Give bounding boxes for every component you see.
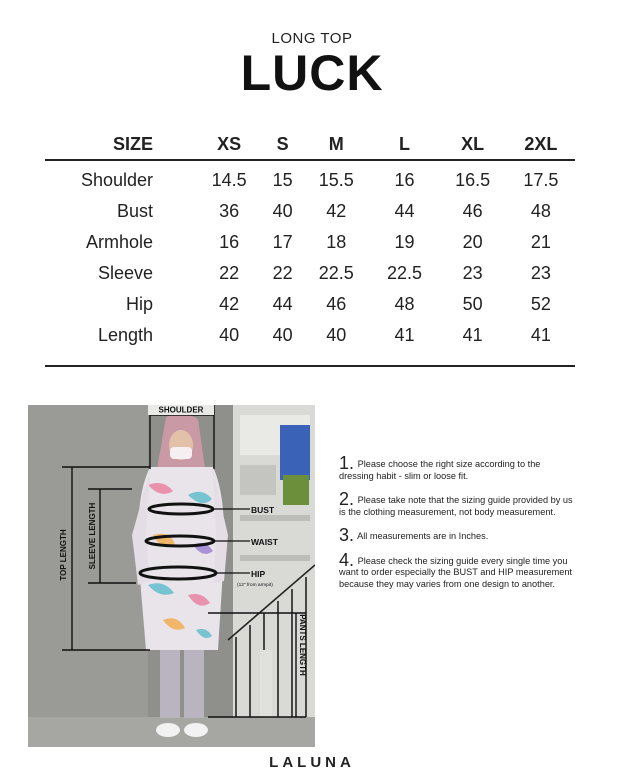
shoulder-label: SHOULDER <box>158 405 204 415</box>
table-cell: 23 <box>530 263 551 283</box>
note-item <box>339 453 575 482</box>
table-cell: 42 <box>326 201 347 221</box>
table-cell: 50 <box>462 294 483 314</box>
hip-note-label: (12" from armpit) <box>237 583 273 588</box>
size-header-s: S <box>263 130 302 160</box>
table-cell: 17.5 <box>523 170 559 190</box>
note-item <box>339 489 575 518</box>
size-chart-table <box>45 130 575 367</box>
table-cell: 44 <box>272 294 293 314</box>
size-header-xs: XS <box>195 130 263 160</box>
table-cell: 15.5 <box>318 170 354 190</box>
row-label: Bust <box>116 201 153 221</box>
brand-logo: LALUNA <box>269 754 355 771</box>
pants-length-label: PANTS LENGTH <box>298 614 307 676</box>
table-cell: 48 <box>530 201 551 221</box>
product-subtitle: LONG TOP <box>271 30 353 47</box>
table-row <box>45 160 575 196</box>
size-header-xl: XL <box>439 130 507 160</box>
table-cell: 41 <box>439 320 507 366</box>
table-cell: 16 <box>219 232 240 252</box>
note-item <box>339 525 575 545</box>
table-cell: 19 <box>394 232 415 252</box>
table-row <box>45 258 575 289</box>
table-row <box>45 227 575 258</box>
table-cell: 44 <box>394 201 415 221</box>
note-text: Please take note that the sizing guide provided by us is the clothing measurement, not body measurement. <box>339 495 573 517</box>
size-header-2xl: 2XL <box>507 130 575 160</box>
row-label: Hip <box>125 294 153 314</box>
table-cell: 40 <box>195 320 263 366</box>
product-title: LUCK <box>240 45 384 101</box>
table-cell: 48 <box>394 294 415 314</box>
measurement-illustration <box>28 405 315 747</box>
model-measurement-photo <box>28 405 315 747</box>
table-cell: 14.5 <box>211 170 247 190</box>
table-cell: 41 <box>370 320 438 366</box>
note-text: Please check the sizing guide every single time you want to order especially the BUST and HIP measurement because they may varies from one design to another. <box>339 555 573 589</box>
table-cell: 52 <box>530 294 551 314</box>
table-cell: 40 <box>263 320 302 366</box>
table-cell: 40 <box>272 201 293 221</box>
table-cell: 21 <box>530 232 551 252</box>
table-cell: 23 <box>462 263 483 283</box>
table-cell: 22.5 <box>386 263 422 283</box>
sizing-notes <box>339 453 575 602</box>
table-row <box>45 289 575 320</box>
waist-label: WAIST <box>251 537 278 547</box>
row-label: Length <box>45 320 195 366</box>
note-number: 2. <box>339 489 355 509</box>
note-item <box>339 549 575 591</box>
size-header-label: SIZE <box>45 130 195 160</box>
table-row <box>45 320 575 366</box>
hip-label: HIP <box>251 569 266 579</box>
row-label: Shoulder <box>80 170 153 190</box>
table-cell: 36 <box>219 201 240 221</box>
size-header-row <box>45 130 575 160</box>
size-header-m: M <box>302 130 370 160</box>
note-text: Please choose the right size according to the dressing habit - slim or loose fit. <box>339 459 541 481</box>
note-number: 4. <box>339 549 355 570</box>
table-cell: 22 <box>272 263 293 283</box>
row-label: Armhole <box>85 232 153 252</box>
row-label: Sleeve <box>97 263 153 283</box>
sleeve-length-label: SLEEVE LENGTH <box>88 502 97 570</box>
note-number: 3. <box>339 525 355 545</box>
table-cell: 16.5 <box>455 170 491 190</box>
table-cell: 17 <box>272 232 293 252</box>
table-cell: 22.5 <box>318 263 354 283</box>
table-cell: 46 <box>462 201 483 221</box>
size-header-l: L <box>370 130 438 160</box>
table-cell: 15 <box>272 170 293 190</box>
note-text: All measurements are in Inches. <box>357 531 489 541</box>
top-length-label: TOP LENGTH <box>59 529 68 581</box>
table-cell: 22 <box>219 263 240 283</box>
bust-label: BUST <box>251 505 275 515</box>
table-cell: 41 <box>507 320 575 366</box>
table-row <box>45 196 575 227</box>
table-cell: 42 <box>219 294 240 314</box>
note-number: 1. <box>339 453 355 473</box>
table-cell: 46 <box>326 294 347 314</box>
table-cell: 40 <box>302 320 370 366</box>
table-cell: 18 <box>326 232 347 252</box>
table-cell: 20 <box>462 232 483 252</box>
table-cell: 16 <box>394 170 415 190</box>
